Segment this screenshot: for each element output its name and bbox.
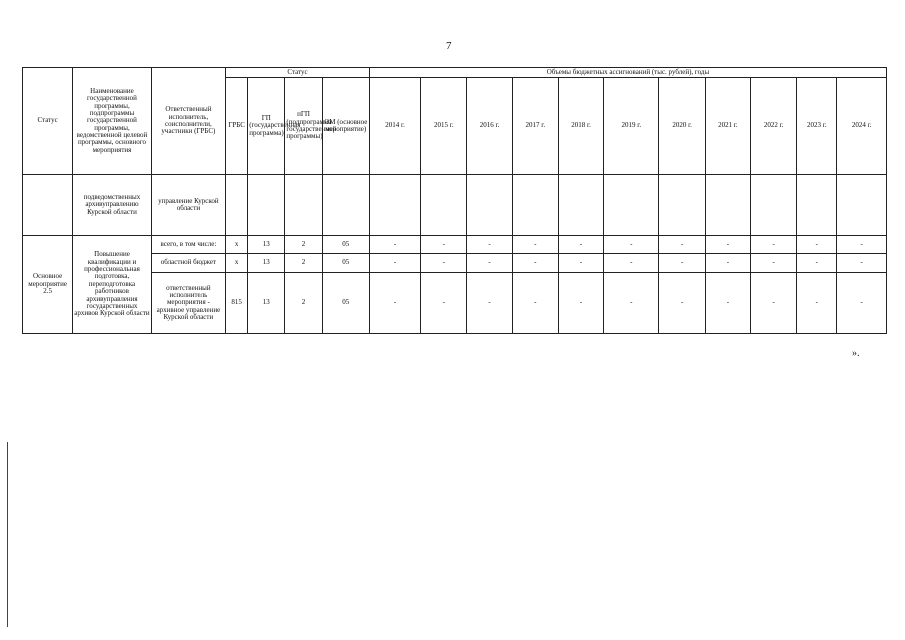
page-number: 7 <box>446 40 452 52</box>
header-year: 2020 г. <box>659 78 705 175</box>
cell-value: - <box>797 236 837 254</box>
header-status-group: Статус <box>226 68 370 78</box>
cell-value: - <box>797 273 837 334</box>
cell-om: 05 <box>322 254 369 273</box>
cell-grbs: x <box>226 236 248 254</box>
cell-value: - <box>750 254 796 273</box>
header-status: Статус <box>23 68 73 175</box>
cell-value: - <box>604 254 659 273</box>
cell-grbs: 815 <box>226 273 248 334</box>
cell-value: - <box>659 273 705 334</box>
cell-value: - <box>467 273 512 334</box>
measure-status: Основное мероприятие 2.5 <box>23 236 73 334</box>
cell-value: - <box>421 273 467 334</box>
header-name: Наименование государственной программы, подпрограммы государственной программы, ведомственной целевой программы, основного мероприятия <box>73 68 151 175</box>
header-year: 2015 г. <box>421 78 467 175</box>
header-year: 2014 г. <box>369 78 420 175</box>
table-row <box>23 273 887 334</box>
header-responsible: Ответственный исполнитель, соисполнители, участники (ГРБС) <box>151 68 225 175</box>
cell-value: - <box>369 236 420 254</box>
closing-quote-mark: ». <box>852 348 860 359</box>
cell-value: - <box>512 254 558 273</box>
header-year: 2019 г. <box>604 78 659 175</box>
cell-value: - <box>750 236 796 254</box>
row-responsible: всего, в том числе: <box>151 236 225 254</box>
cell-value: - <box>369 273 420 334</box>
continuation-name: подведомственных архивуправлению Курской области <box>73 175 151 236</box>
cell-value: - <box>421 254 467 273</box>
cell-value: - <box>467 254 512 273</box>
cell-om: 05 <box>322 273 369 334</box>
cell-grbs: x <box>226 254 248 273</box>
cell-value: - <box>558 254 603 273</box>
cell-om: 05 <box>322 236 369 254</box>
cell-pgp: 2 <box>285 236 322 254</box>
cell-pgp: 2 <box>285 254 322 273</box>
header-year: 2017 г. <box>512 78 558 175</box>
table-row <box>23 254 887 273</box>
cell-value: - <box>369 254 420 273</box>
cell-value: - <box>705 254 750 273</box>
cell-value: - <box>558 273 603 334</box>
budget-table <box>22 67 887 334</box>
header-om: ОМ (основное мероприятие) <box>322 78 369 175</box>
table-row <box>23 175 887 236</box>
header-year: 2022 г. <box>750 78 796 175</box>
cell-value: - <box>837 273 887 334</box>
cell-value: - <box>705 273 750 334</box>
left-margin-line <box>7 442 8 627</box>
header-gp: ГП (государственная программа) <box>248 78 285 175</box>
cell-value: - <box>659 236 705 254</box>
continuation-responsible: управление Курской области <box>151 175 225 236</box>
header-pgp: пГП (подпрограмма государственной программы) <box>285 78 322 175</box>
header-year: 2024 г. <box>837 78 887 175</box>
header-year: 2021 г. <box>705 78 750 175</box>
cell-gp: 13 <box>248 254 285 273</box>
cell-pgp: 2 <box>285 273 322 334</box>
cell-value: - <box>604 273 659 334</box>
cell-value: - <box>659 254 705 273</box>
measure-name: Повышение квалификации и профессиональная подготовка, переподготовка работников архивуправления государственных архивов Курской области <box>73 236 151 334</box>
table-row <box>23 236 887 254</box>
cell-value: - <box>837 236 887 254</box>
row-responsible: областной бюджет <box>151 254 225 273</box>
cell-value: - <box>558 236 603 254</box>
cell-value: - <box>797 254 837 273</box>
header-year: 2016 г. <box>467 78 512 175</box>
cell-value: - <box>705 236 750 254</box>
header-year: 2018 г. <box>558 78 603 175</box>
cell-gp: 13 <box>248 236 285 254</box>
header-grbs: ГРБС <box>226 78 248 175</box>
cell-value: - <box>512 273 558 334</box>
cell-empty <box>23 175 73 236</box>
cell-value: - <box>837 254 887 273</box>
cell-value: - <box>750 273 796 334</box>
cell-value: - <box>512 236 558 254</box>
cell-gp: 13 <box>248 273 285 334</box>
header-budget-group: Объемы бюджетных ассигнований (тыс. рублей), годы <box>369 68 886 78</box>
row-responsible: ответственный исполнитель мероприятия - архивное управление Курской области <box>151 273 225 334</box>
cell-value: - <box>604 236 659 254</box>
cell-value: - <box>421 236 467 254</box>
cell-value: - <box>467 236 512 254</box>
header-year: 2023 г. <box>797 78 837 175</box>
